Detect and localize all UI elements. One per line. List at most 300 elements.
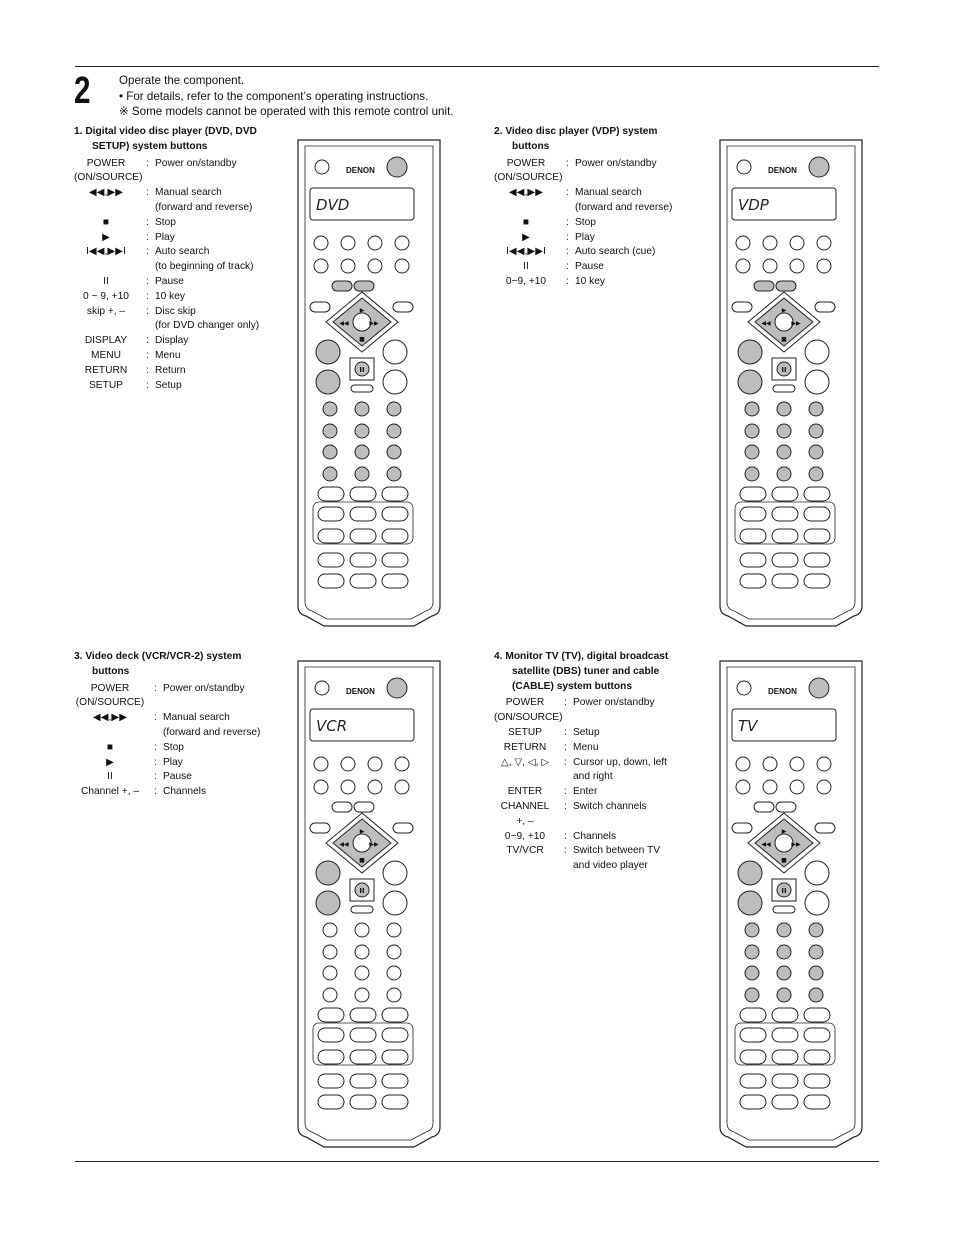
button-description: Manual search — [575, 187, 642, 199]
source-button — [817, 757, 831, 771]
channel-up-button — [383, 340, 407, 364]
separator: : — [564, 741, 567, 753]
cursor-glyph: ◀◀ — [339, 841, 349, 848]
function-button — [318, 1008, 344, 1022]
function-button — [804, 529, 830, 543]
function-button — [740, 487, 766, 501]
source-button — [817, 780, 831, 794]
button-row — [494, 756, 694, 771]
function-button — [740, 1095, 766, 1109]
function-pill-button — [354, 802, 374, 812]
side-pill-button — [732, 302, 752, 312]
function-button — [350, 507, 376, 521]
button-key: RETURN — [503, 741, 547, 753]
separator — [564, 815, 573, 830]
volume-up-button — [738, 340, 762, 364]
button-row — [494, 726, 694, 741]
button-description: Switch between TV — [573, 845, 661, 857]
button-description: Auto search (cue) — [575, 246, 656, 258]
lcd-text: VCR — [316, 717, 348, 735]
separator — [154, 696, 163, 711]
cursor-glyph: ■ — [781, 336, 787, 343]
function-button — [318, 574, 344, 588]
brand-logo: DENON — [346, 166, 375, 175]
separator: : — [566, 157, 569, 169]
separator: : — [146, 246, 149, 258]
function-button — [318, 1028, 344, 1042]
function-button — [318, 487, 344, 501]
function-button — [740, 574, 766, 588]
button-description: Display — [155, 335, 189, 347]
button-description: Manual search — [163, 712, 230, 724]
button-row — [74, 231, 274, 246]
number-button — [387, 402, 401, 416]
top-rule — [75, 66, 879, 67]
button-key: ▶ — [522, 231, 530, 243]
side-pill-button — [310, 302, 330, 312]
source-button — [736, 236, 750, 250]
separator: : — [146, 305, 149, 317]
function-button — [318, 1095, 344, 1109]
enter-button — [775, 313, 793, 331]
remote-control-dvd — [294, 136, 444, 629]
separator — [566, 201, 575, 216]
number-button — [323, 445, 337, 459]
function-pill-button — [754, 802, 774, 812]
button-row — [74, 216, 274, 231]
channel-up-button — [383, 861, 407, 885]
on-source-button — [809, 678, 829, 698]
button-description: Enter — [573, 786, 598, 798]
number-button — [809, 988, 823, 1002]
side-pill-button — [815, 302, 835, 312]
function-button — [382, 553, 408, 567]
button-row — [494, 844, 694, 859]
channel-down-button — [383, 370, 407, 394]
brand-logo: DENON — [768, 687, 797, 696]
button-key: +, – — [516, 815, 534, 827]
button-key: △, ▽, ◁, ▷ — [500, 756, 550, 768]
button-key: (ON/SOURCE) — [75, 697, 145, 709]
button-description: Power on/standby — [155, 157, 237, 169]
button-key: II — [107, 771, 113, 783]
button-description: Stop — [163, 741, 184, 753]
source-button — [790, 259, 804, 273]
button-row — [494, 696, 694, 711]
pause-glyph: II — [359, 366, 365, 374]
button-description: Channels — [573, 830, 617, 842]
separator: : — [564, 800, 567, 812]
separator: : — [566, 261, 569, 273]
cursor-glyph: ▶ — [359, 307, 365, 314]
number-button — [355, 424, 369, 438]
button-row — [494, 171, 694, 186]
button-row — [494, 770, 694, 785]
on-source-button — [387, 678, 407, 698]
button-description: Manual search — [155, 187, 222, 199]
separator: : — [566, 231, 569, 243]
button-key: POWER — [90, 682, 130, 694]
cursor-glyph: ▶▶ — [791, 320, 801, 327]
intro-text — [119, 73, 454, 120]
function-button — [740, 553, 766, 567]
button-row — [74, 682, 274, 697]
button-key — [74, 726, 146, 741]
number-button — [323, 988, 337, 1002]
function-button — [772, 574, 798, 588]
number-button — [323, 945, 337, 959]
function-button — [772, 1095, 798, 1109]
button-key: I◀◀,▶▶I — [86, 246, 126, 258]
button-description: Stop — [155, 216, 176, 228]
section-title: 3. Video deck (VCR/VCR-2) system buttons — [74, 651, 242, 677]
button-row — [494, 231, 694, 246]
channel-down-button — [805, 370, 829, 394]
button-row — [494, 245, 694, 260]
number-button — [745, 402, 759, 416]
function-button — [382, 529, 408, 543]
button-key: POWER — [505, 697, 545, 709]
source-button — [817, 236, 831, 250]
button-description: Switch channels — [573, 800, 647, 812]
button-key: CHANNEL — [500, 800, 550, 812]
button-key — [74, 319, 138, 334]
function-button — [804, 1008, 830, 1022]
source-button — [314, 236, 328, 250]
source-button — [314, 259, 328, 273]
button-row — [494, 830, 694, 845]
button-key — [494, 770, 556, 785]
function-button — [318, 1050, 344, 1064]
number-button — [323, 923, 337, 937]
button-description: Disc skip — [155, 305, 196, 317]
number-button — [777, 923, 791, 937]
function-button — [382, 487, 408, 501]
intro-bullet: • For details, refer to the component’s operating instructions. — [119, 89, 429, 103]
separator: : — [146, 379, 149, 391]
button-key: SETUP — [508, 726, 542, 738]
button-row — [494, 711, 694, 726]
function-button — [350, 529, 376, 543]
button-key: ■ — [102, 216, 110, 228]
separator — [146, 171, 155, 186]
button-description: 10 key — [575, 275, 606, 287]
button-row — [74, 785, 274, 800]
function-button — [350, 1050, 376, 1064]
button-row — [74, 275, 274, 290]
number-button — [809, 424, 823, 438]
button-row — [74, 290, 274, 305]
button-row — [494, 201, 694, 216]
button-description: Stop — [575, 216, 596, 228]
separator: : — [566, 275, 569, 287]
button-row — [74, 157, 274, 172]
button-row — [494, 186, 694, 201]
number-button — [323, 467, 337, 481]
separator: : — [146, 290, 149, 302]
number-button — [777, 988, 791, 1002]
button-key: SETUP — [89, 379, 123, 391]
source-button — [395, 236, 409, 250]
button-description: Power on/standby — [573, 697, 655, 709]
separator: : — [146, 335, 149, 347]
volume-down-button — [316, 891, 340, 915]
button-row — [494, 260, 694, 275]
cursor-glyph: ■ — [359, 857, 365, 864]
function-button — [382, 1095, 408, 1109]
function-button — [350, 1028, 376, 1042]
step-number: 2 — [74, 70, 91, 112]
button-key: (ON/SOURCE) — [494, 172, 563, 184]
number-button — [777, 966, 791, 980]
number-button — [355, 945, 369, 959]
button-description: (forward and reverse) — [163, 726, 261, 738]
cursor-glyph: ■ — [781, 857, 787, 864]
lcd-text: TV — [738, 717, 758, 735]
button-key: (ON/SOURCE) — [494, 712, 563, 724]
lcd-text: VDP — [738, 196, 769, 214]
source-button — [763, 780, 777, 794]
small-pill-button — [351, 906, 373, 913]
enter-button — [353, 313, 371, 331]
enter-button — [353, 834, 371, 852]
separator: : — [564, 786, 567, 798]
separator — [564, 859, 573, 874]
number-button — [809, 445, 823, 459]
number-button — [777, 445, 791, 459]
button-row — [494, 216, 694, 231]
side-pill-button — [393, 823, 413, 833]
button-key: DISPLAY — [84, 335, 128, 347]
number-button — [809, 923, 823, 937]
enter-button — [775, 834, 793, 852]
separator: : — [146, 157, 149, 169]
source-button — [790, 780, 804, 794]
number-button — [777, 467, 791, 481]
button-description: Pause — [155, 275, 184, 287]
button-key: 0~9, +10 — [505, 275, 547, 287]
number-button — [745, 424, 759, 438]
source-button — [790, 236, 804, 250]
button-row — [74, 711, 274, 726]
button-description: Menu — [155, 349, 181, 361]
number-button — [323, 424, 337, 438]
pause-glyph: II — [781, 366, 787, 374]
button-row — [74, 260, 274, 275]
cursor-glyph: ▶▶ — [369, 320, 379, 327]
section-title: 4. Monitor TV (TV), digital broadcast satellite (DBS) tuner and cable (CABLE) system buttons — [494, 651, 669, 692]
button-row — [74, 334, 274, 349]
bottom-rule — [75, 1161, 879, 1162]
function-button — [350, 553, 376, 567]
button-key: ▶ — [106, 756, 114, 768]
section-tv — [494, 650, 694, 874]
button-key: Channel +, – — [80, 786, 140, 798]
separator: : — [154, 712, 157, 724]
button-description: Return — [155, 364, 186, 376]
button-description: Auto search — [155, 246, 210, 258]
button-description: Menu — [573, 741, 599, 753]
function-button — [804, 487, 830, 501]
source-button — [341, 780, 355, 794]
button-row — [494, 800, 694, 815]
function-button — [382, 1074, 408, 1088]
volume-down-button — [738, 891, 762, 915]
function-button — [804, 1028, 830, 1042]
separator: : — [154, 771, 157, 783]
function-pill-button — [776, 281, 796, 291]
number-button — [355, 988, 369, 1002]
function-button — [382, 507, 408, 521]
power-button — [315, 160, 329, 174]
cursor-glyph: ■ — [359, 336, 365, 343]
function-button — [740, 1008, 766, 1022]
function-button — [350, 487, 376, 501]
separator: : — [564, 697, 567, 709]
button-key: ◀◀,▶▶ — [508, 187, 544, 199]
function-button — [350, 574, 376, 588]
function-button — [804, 1050, 830, 1064]
button-key — [74, 201, 138, 216]
small-pill-button — [773, 385, 795, 392]
function-button — [772, 487, 798, 501]
function-button — [740, 507, 766, 521]
button-description: Pause — [575, 261, 604, 273]
channel-up-button — [805, 340, 829, 364]
number-button — [387, 424, 401, 438]
cursor-glyph: ▶ — [781, 307, 787, 314]
button-row — [74, 349, 274, 364]
function-button — [772, 553, 798, 567]
button-description: (forward and reverse) — [155, 201, 253, 213]
button-description: Channels — [163, 786, 207, 798]
button-description: Power on/standby — [575, 157, 657, 169]
button-description: (to beginning of track) — [155, 261, 254, 273]
number-button — [777, 424, 791, 438]
cursor-glyph: ◀◀ — [761, 320, 771, 327]
button-key: POWER — [506, 157, 546, 169]
function-pill-button — [332, 281, 352, 291]
power-button — [737, 681, 751, 695]
button-description: Play — [575, 231, 595, 243]
button-description: Pause — [163, 771, 192, 783]
cursor-glyph: ▶▶ — [791, 841, 801, 848]
channel-up-button — [805, 861, 829, 885]
function-button — [740, 1074, 766, 1088]
source-button — [790, 757, 804, 771]
function-button — [350, 1074, 376, 1088]
source-button — [763, 259, 777, 273]
channel-down-button — [805, 891, 829, 915]
button-row — [74, 696, 274, 711]
button-row — [74, 364, 274, 379]
separator: : — [154, 786, 157, 798]
number-button — [387, 923, 401, 937]
button-row — [494, 815, 694, 830]
cursor-glyph: ◀◀ — [339, 320, 349, 327]
separator: : — [146, 364, 149, 376]
button-row — [74, 245, 274, 260]
volume-down-button — [316, 370, 340, 394]
section-dvd — [74, 125, 274, 393]
separator: : — [566, 246, 569, 258]
power-button — [737, 160, 751, 174]
button-key: ◀◀,▶▶ — [92, 712, 128, 724]
number-button — [777, 402, 791, 416]
source-button — [314, 757, 328, 771]
source-button — [341, 757, 355, 771]
section-vdp — [494, 125, 694, 290]
button-description: (for DVD changer only) — [155, 320, 260, 332]
source-button — [395, 757, 409, 771]
button-row — [494, 157, 694, 172]
source-button — [368, 236, 382, 250]
separator — [566, 171, 575, 186]
function-button — [318, 507, 344, 521]
source-button — [368, 780, 382, 794]
number-button — [355, 467, 369, 481]
button-row — [74, 756, 274, 771]
function-pill-button — [754, 281, 774, 291]
remote-control-vcr — [294, 657, 444, 1150]
function-button — [318, 553, 344, 567]
function-button — [772, 1074, 798, 1088]
button-description: Setup — [155, 379, 182, 391]
button-key: ENTER — [507, 786, 543, 798]
cursor-glyph: ▶▶ — [369, 841, 379, 848]
small-pill-button — [351, 385, 373, 392]
button-row — [74, 319, 274, 334]
button-row — [74, 770, 274, 785]
button-key: ■ — [106, 741, 114, 753]
function-button — [382, 1008, 408, 1022]
cursor-glyph: ▶ — [781, 828, 787, 835]
function-button — [772, 1028, 798, 1042]
function-button — [804, 574, 830, 588]
button-description: Power on/standby — [163, 682, 245, 694]
number-button — [355, 923, 369, 937]
button-description: Play — [155, 231, 175, 243]
button-description: and right — [573, 771, 613, 783]
number-button — [745, 945, 759, 959]
separator: : — [146, 187, 149, 199]
separator: : — [564, 845, 567, 857]
side-pill-button — [815, 823, 835, 833]
number-button — [323, 966, 337, 980]
separator: : — [146, 275, 149, 287]
button-row — [74, 201, 274, 216]
function-button — [382, 574, 408, 588]
side-pill-button — [310, 823, 330, 833]
button-description: 10 key — [155, 290, 186, 302]
separator: : — [154, 756, 157, 768]
lcd-text: DVD — [316, 196, 350, 214]
separator: : — [564, 830, 567, 842]
number-button — [355, 966, 369, 980]
number-button — [323, 402, 337, 416]
pause-glyph: II — [781, 887, 787, 895]
function-button — [740, 1050, 766, 1064]
source-button — [817, 259, 831, 273]
separator — [564, 711, 573, 726]
function-button — [350, 1095, 376, 1109]
button-key: RETURN — [84, 364, 128, 376]
source-button — [314, 780, 328, 794]
function-button — [772, 529, 798, 543]
number-button — [809, 945, 823, 959]
brand-logo: DENON — [346, 687, 375, 696]
function-pill-button — [354, 281, 374, 291]
